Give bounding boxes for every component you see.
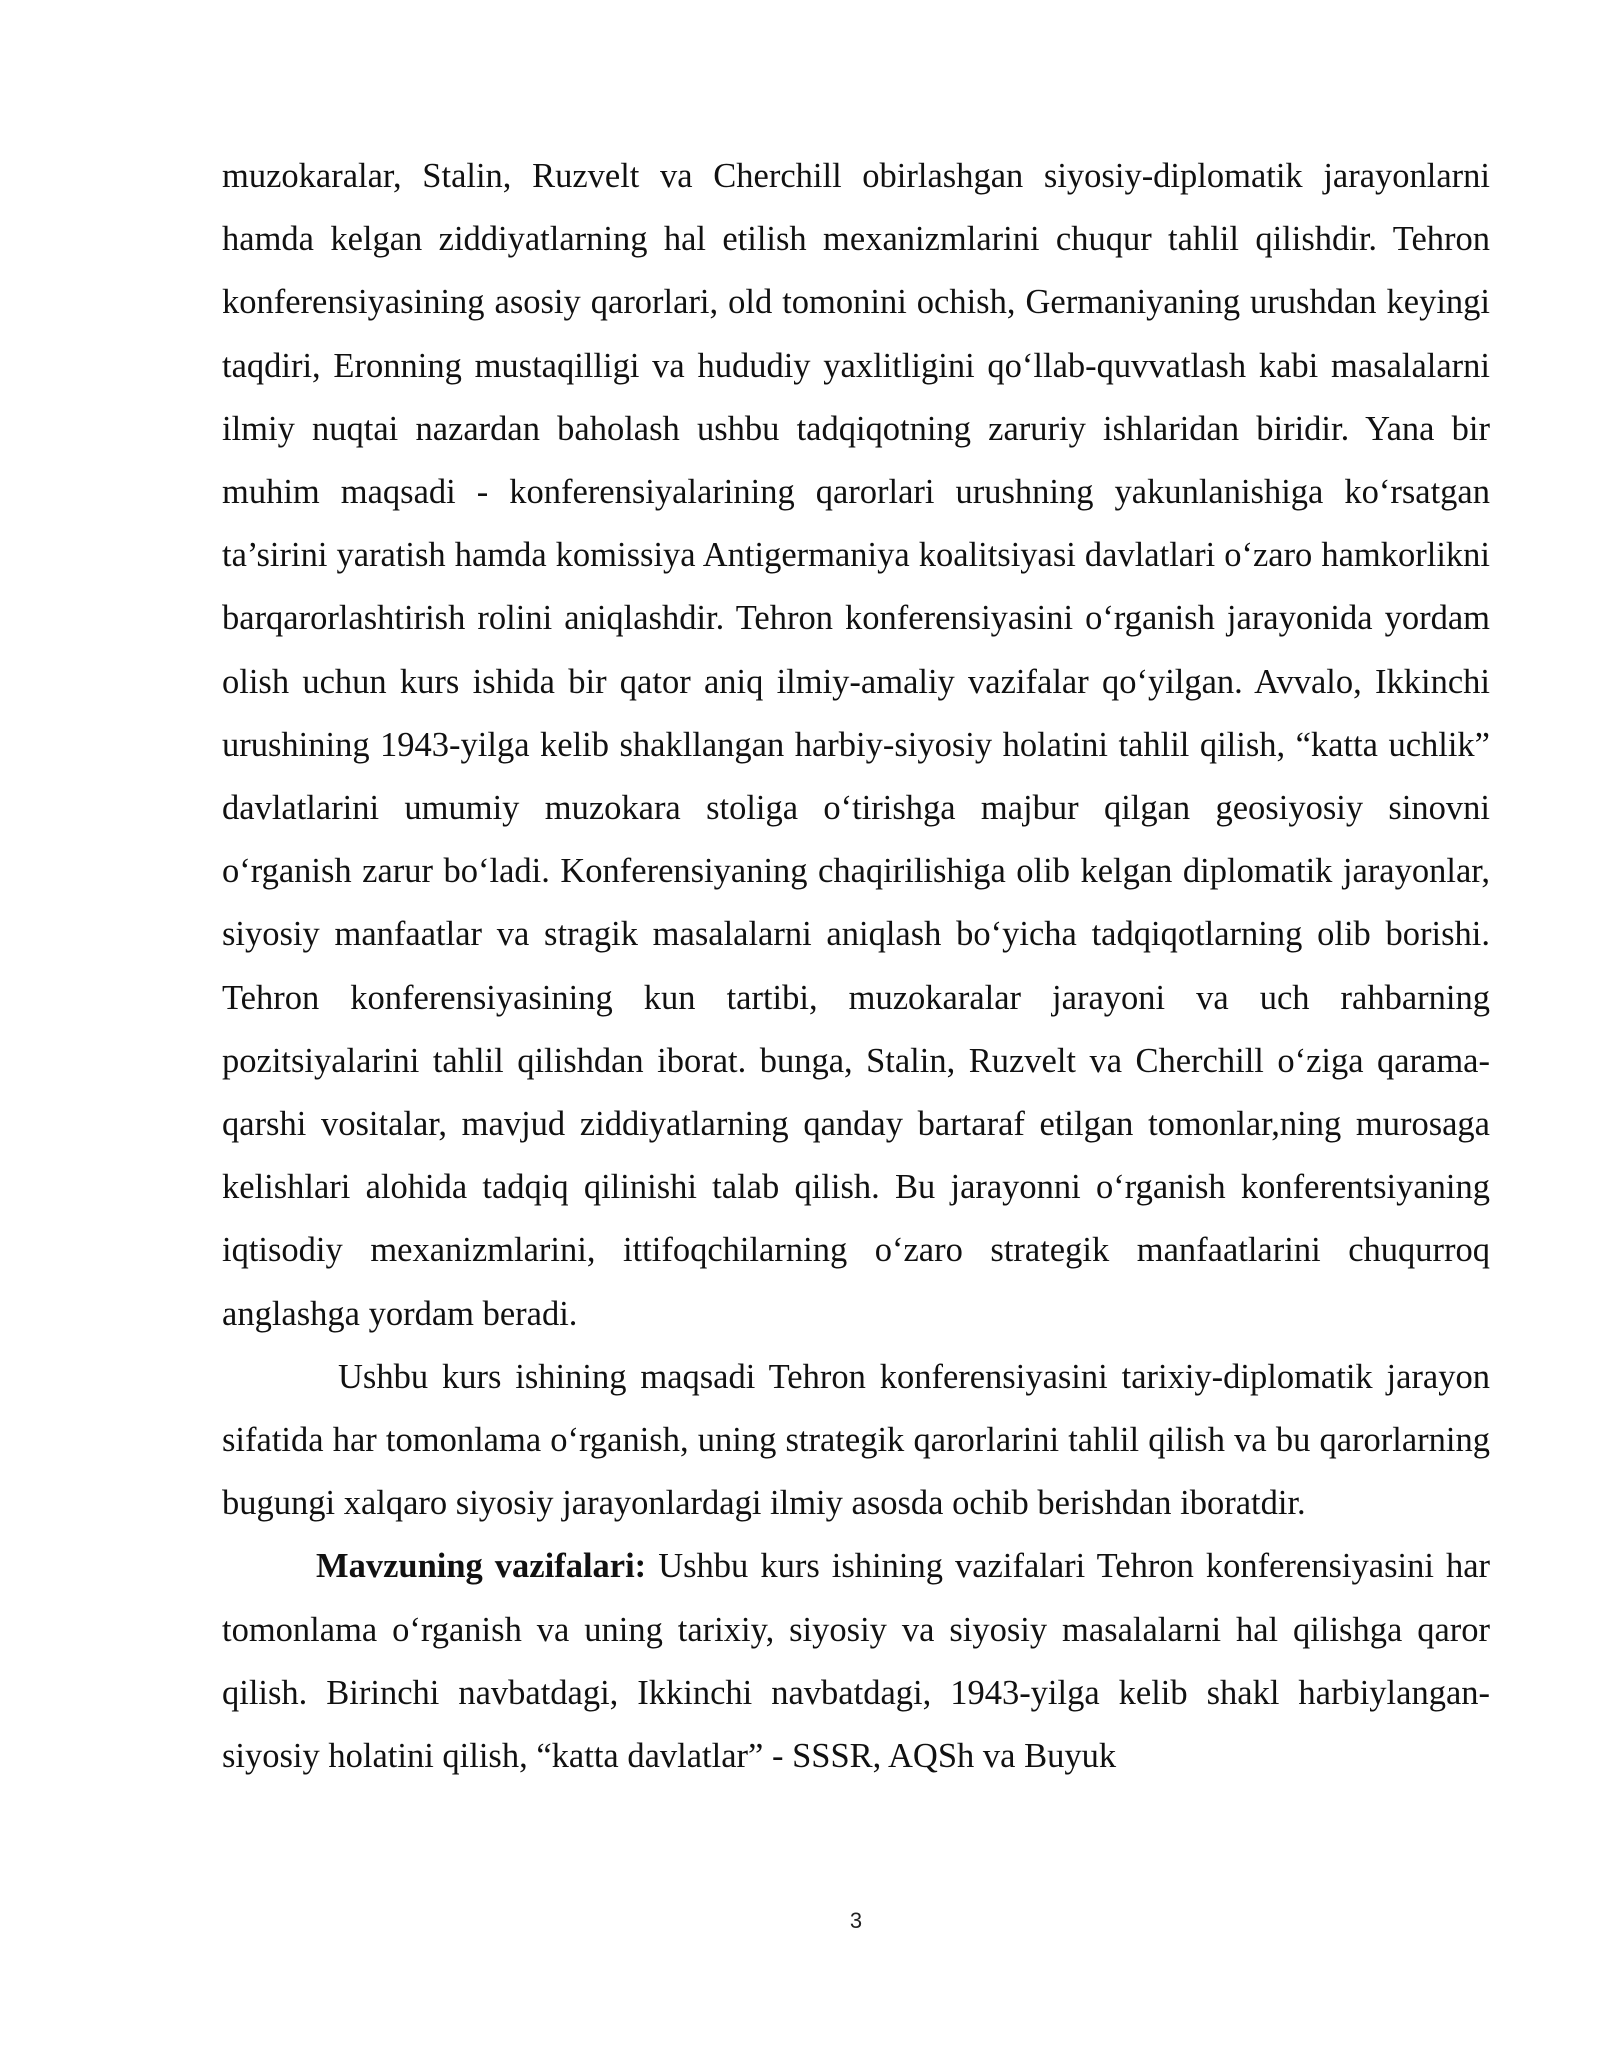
paragraph-tasks: [222, 1535, 1490, 1788]
paragraph-purpose: Ushbu kurs ishining maqsadi Tehron konferensiyasini tarixiy-diplomatik jarayon sifatida har tomonlama o‘rganish, uning strategik qarorlarini tahlil qilish va bu qarorlarning bugungi xalqaro siyosiy jarayonlardagi ilmiy asosda ochib berishdan iboratdir.: [222, 1357, 1490, 1523]
tasks-heading: Mavzuning vazifalari:: [316, 1547, 647, 1586]
page-number: 3: [849, 1908, 863, 1933]
paragraph-continuation: muzokaralar, Stalin, Ruzvelt va Cherchill obirlashgan siyosiy-diplomatik jarayonlarni hamda kelgan ziddiyatlarning hal etilish mexanizmlarini chuqur tahlil qilishdir. Tehron konferensiyasining asosiy qarorlari, old tomonini ochish, Germaniyaning urushdan keyingi taqdiri, Eronning mustaqilligi va hududiy yaxlitligini qo‘llab-quvvatlash kabi masalalarni ilmiy nuqtai nazardan baholash ushbu tadqiqotning zaruriy ishlaridan biridir. Yana bir muhim maqsadi - konferensiyalarining qarorlari urushning yakunlanishiga ko‘rsatgan ta’sirini yaratish hamda komissiya Antigermaniya koalitsiyasi davlatlari o‘zaro hamkorlikni barqarorlashtirish rolini aniqlashdir. Tehron konferensiyasini o‘rganish jarayonida yordam olish uchun kurs ishida bir qator aniq ilmiy-amaliy vazifalar qo‘yilgan. Avvalo, Ikkinchi urushining 1943-yilga kelib shakllangan harbiy-siyosiy holatini tahlil qilish, “katta uchlik” davlatlarini umumiy muzokara stoliga o‘tirishga majbur qilgan geosiyosiy sinovni o‘rganish zarur bo‘ladi. Konferensiyaning chaqirilishiga olib kelgan diplomatik jarayonlar, siyosiy manfaatlar va stragik masalalarni aniqlash bo‘yicha tadqiqotlarning olib borishi. Tehron konferensiyasining kun tartibi, muzokaralar jarayoni va uch rahbarning pozitsiyalarini tahlil qilishdan iborat. bunga, Stalin, Ruzvelt va Cherchill o‘ziga qarama-qarshi vositalar, mavjud ziddiyatlarning qanday bartaraf etilgan tomonlar,ning murosaga kelishlari alohida tadqiq qilinishi talab qilish. Bu jarayonni o‘rganish konferentsiyaning iqtisodiy mexanizmlarini, ittifoqchilarning o‘zaro strategik manfaatlarini chuqurroq anglashga yordam beradi.: [222, 157, 1490, 1333]
document-body: [222, 145, 1490, 1788]
tasks-text: Ushbu kurs ishining vazifalari Tehron konferensiyasini har tomonlama o‘rganish va uning tarixiy, siyosiy va siyosiy masalalarni hal qilishga qaror qilish. Birinchi navbatdagi, Ikkinchi navbatdagi, 1943-yilga kelib shakl harbiylangan-siyosiy holatini qilish, “katta davlatlar” - SSSR, AQSh va Buyuk: [222, 1547, 1490, 1776]
